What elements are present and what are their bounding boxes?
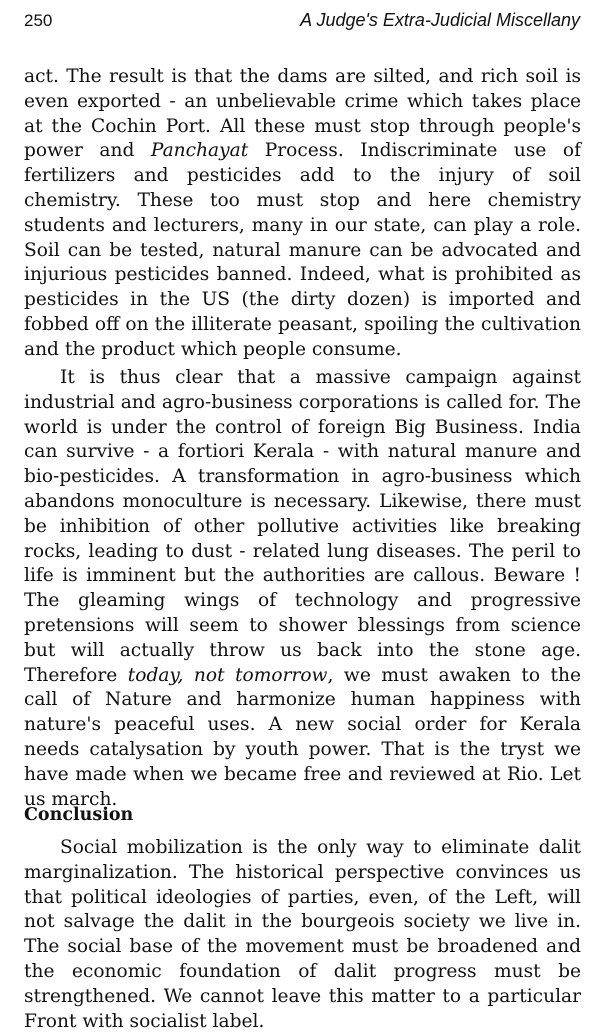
paragraph-1-text-b: Process. Indiscriminate use of fertilizers and pesticides add to the injury of soil chemistry. These too must stop and here chemistry students and lecturers, many in our state, can play a role. Soil can be tested, natural manure can be advocated and injurious pesticides banned. Indeed, what is prohibited as pesticides in the US (the dirty dozen) is imported and fobbed off on the illiterate peasant, spoiling the cultivation and the product which people consume. — [24, 140, 581, 360]
running-title: A Judge's Extra-Judicial Miscellany — [300, 10, 580, 30]
section-heading: Conclusion — [24, 805, 134, 825]
page-number: 250 — [24, 11, 53, 30]
paragraph-1-text-a: act. The result is that the dams are silted, and rich soil is even exported - an unbelievable crime which takes place at the Cochin Port. All these must stop through people's power and — [24, 66, 581, 162]
paragraph-2 — [24, 366, 581, 812]
paragraph-2-text-a: It is thus clear that a massive campaign against industrial and agro-business corporations is called for. The world is under the control of foreign Big Business. India can survive - a fortiori Kerala - with natural manure and bio-pesticides. A transformation in agro-business which abandons monoculture is necessary. Likewise, there must be inhibition of other pollutive activities like breaking rocks, leading to dust - related lung diseases. The peril to life is imminent but the authorities are callous. Beware ! The gleaming wings of technology and progressive pretensions will seem to shower blessings from science but will actually throw us back into the stone age. Therefore — [24, 367, 581, 686]
paragraph-1 — [24, 65, 581, 363]
paragraph-2-text-b: , we must awaken to the call of Nature and harmonize human happiness with nature's peaceful uses. A new social order for Kerala needs catalysation by youth power. That is the tryst we have made when we became free and reviewed at Rio. Let us march. — [24, 664, 582, 810]
paragraph-3 — [24, 836, 581, 1034]
paragraph-3-text: Social mobilization is the only way to eliminate dalit marginalization. The historical perspective convinces us that political ideologies of parties, even, of the Left, will not salvage the dalit in the bourgeois society we live in. The social base of the movement must be broadened and the economic foundation of dalit progress must be strengthened. We cannot leave this matter to a particular Front with socialist label. — [24, 837, 581, 1032]
paragraph-1-italic: Panchayat — [150, 140, 249, 162]
page-header — [24, 10, 580, 34]
paragraph-2-italic: today, not tomorrow — [127, 664, 328, 686]
